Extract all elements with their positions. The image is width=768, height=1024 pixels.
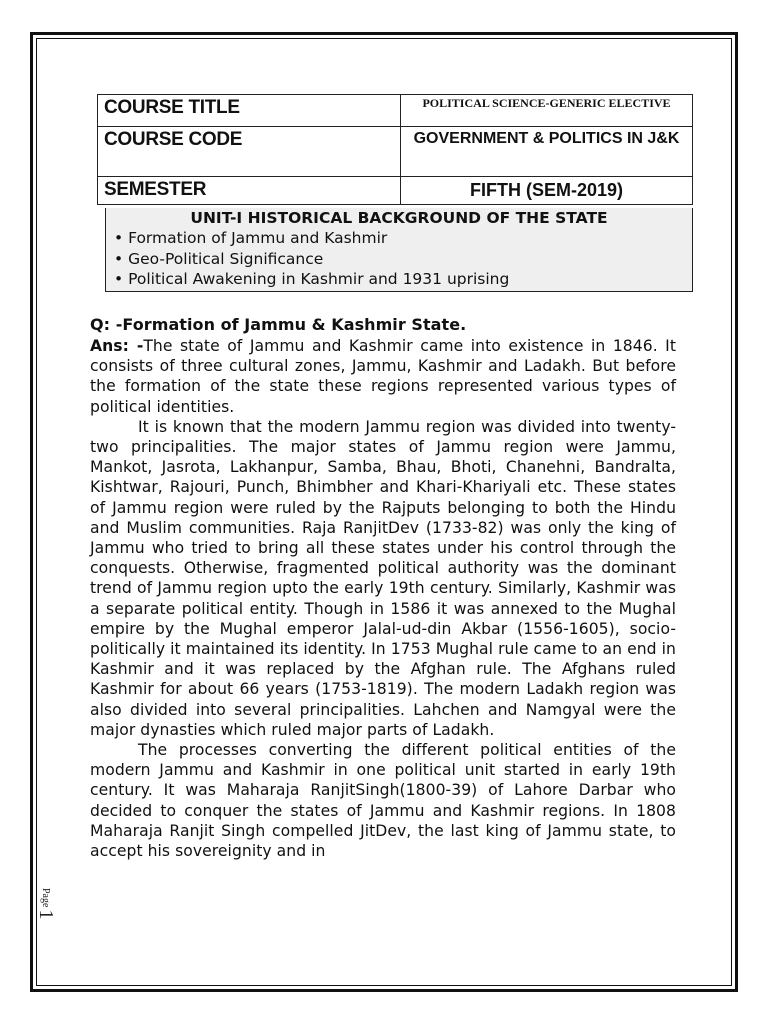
paragraph-text: The state of Jammu and Kashmir came into existence in 1846. It consists of three cultural zones, Jammu, Kashmir and Ladakh. But before the formation of the state these regions represented various types of political identities. — [90, 337, 676, 416]
page-number: 1 — [35, 909, 57, 920]
semester-label: SEMESTER — [98, 177, 401, 205]
list-item: • Political Awakening in Kashmir and 1931 uprising — [114, 269, 692, 290]
table-row — [98, 127, 693, 177]
page-number-mark — [26, 888, 66, 920]
answer-label: Ans: - — [90, 337, 144, 355]
course-title-label: COURSE TITLE — [98, 95, 401, 127]
semester-value: FIFTH (SEM-2019) — [401, 177, 693, 205]
course-code-value: GOVERNMENT & POLITICS IN J&K — [401, 127, 693, 177]
paragraph: It is known that the modern Jammu region was divided into twenty-two principalities. The major states of Jammu region were Jammu, Mankot, Jasrota, Lakhanpur, Samba, Bhau, Bhoti, Chanehni, Bandralta, Kishtwar, Rajouri, Punch, Bhimbher and Khari-Khariyali etc. These states of Jammu region were ruled by the Rajputs belonging to both the Hindu and Muslim communities. Raja RanjitDev (1733-82) was only the king of Jammu who tried to bring all these states under his control through the conquests. Otherwise, fragmented political authority was the dominant trend of Jammu region upto the early 19th century. Similarly, Kashmir was a separate political entity. Though in 1586 it was annexed to the Mughal empire by the Mughal emperor Jalal-ud-din Akbar (1556-1605), socio-politically it maintained its identity. In 1753 Mughal rule came to an end in Kashmir and it was replaced by the Afghan rule. The Afghans ruled Kashmir for about 66 years (1753-1819). The modern Ladakh region was also divided into several principalities. Lahchen and Namgyal were the major dynasties which ruled major parts of Ladakh. — [90, 417, 676, 739]
table-row — [98, 95, 693, 127]
course-title-value: POLITICAL SCIENCE-GENERIC ELECTIVE — [401, 95, 693, 127]
question-heading: Q: -Formation of Jammu & Kashmir State. — [90, 315, 467, 334]
unit-topic-list — [106, 228, 692, 290]
paragraph — [90, 336, 676, 417]
course-info-table — [97, 94, 693, 205]
table-row — [98, 177, 693, 205]
course-code-label: COURSE CODE — [98, 127, 401, 177]
document-body — [90, 314, 676, 861]
paragraph: The processes converting the different political entities of the modern Jammu and Kashmir in one political unit started in early 19th century. It was Maharaja RanjitSingh(1800-39) of Lahore Darbar who decided to conquer the states of Jammu and Kashmir regions. In 1808 Maharaja Ranjit Singh compelled JitDev, the last king of Jammu state, to accept his sovereignity and in — [90, 741, 676, 861]
unit-title: UNIT-I HISTORICAL BACKGROUND OF THE STATE — [190, 209, 608, 227]
page-label: Page — [40, 888, 52, 908]
list-item: • Geo-Political Significance — [114, 249, 692, 270]
list-item: • Formation of Jammu and Kashmir — [114, 228, 692, 249]
unit-box — [105, 208, 693, 292]
